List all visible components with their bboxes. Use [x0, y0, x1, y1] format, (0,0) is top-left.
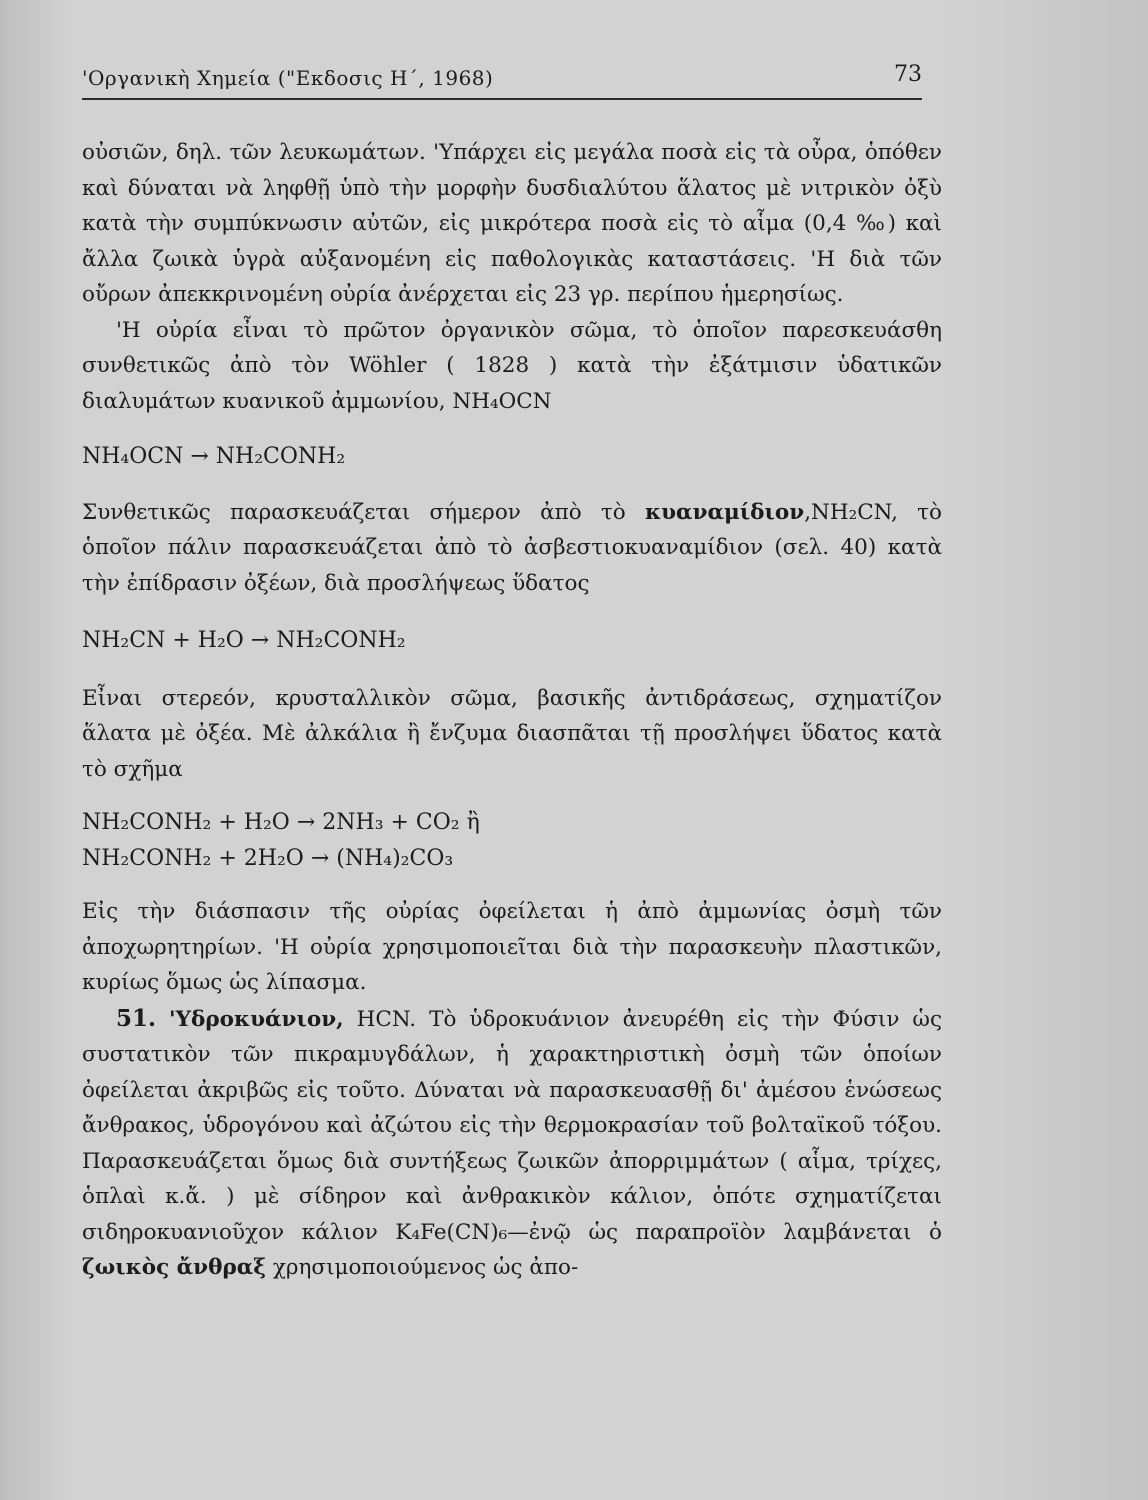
paragraph-cyanamide — [82, 495, 942, 602]
paragraph-cyanamide-text-b: ,NH₂CN, τὸ ὁποῖον πάλιν παρασκευάζεται ἀπὸ τὸ ἀσβεστιοκυαναμίδιον (σελ. 40) κατὰ τὴν ἐπίδρασιν ὀξέων, διὰ προσλήψεως ὕδατος — [82, 499, 943, 596]
paragraph-properties: Εἶναι στερεόν, κρυσταλλικὸν σῶμα, βασικῆς ἀντιδράσεως, σχηματίζον ἅλατα μὲ ὀξέα. Μὲ ἀλκάλια ἢ ἔνζυμα διασπᾶται τῇ προσλήψει ὕδατος κατὰ τὸ σχῆμα — [82, 685, 942, 782]
page-header — [82, 62, 922, 100]
section-text-a: Τὸ ὑδροκυάνιον ἀνευρέθη εἰς τὴν Φύσιν ὡς συστατικὸν τῶν πικραμυγδάλων, ἡ χαρακτηριστικὴ ὀσμὴ τῶν ὁποίων ὀφείλεται ἀκριβῶς εἰς τοῦτο. Δύναται νὰ παρασκευασθῇ δι' ἀμέσου ἑνώσεως ἄνθρακος, ὑδρογόνου καὶ ἀζώτου εἰς τὴν θερμοκρασίαν τοῦ βολταϊκοῦ τόξου. Παρασκευάζεται ὅμως διὰ συντήξεως ζωικῶν ἀπορριμμάτων ( αἷμα, τρίχες, ὁπλαὶ κ.ἄ. ) μὲ σίδηρον καὶ ἀνθρακικὸν κάλιον, ὁπότε σχηματίζεται σιδηροκυανιοῦχον κάλιον K₄Fe(CN)₆—ἐνῷ ὡς παραπροϊὸν λαμβάνεται ὁ — [82, 1006, 942, 1245]
page-body — [82, 135, 942, 1286]
term-animal-charcoal: ζωικὸς ἄνθραξ — [82, 1255, 267, 1280]
equation-hydrolysis-1: NH₂CONH₂ + H₂O → 2NH₃ + CO₂ ἢ — [82, 810, 480, 835]
page-number: 73 — [894, 62, 922, 87]
section-hydrogen-cyanide — [82, 1001, 942, 1286]
term-cyanamide: κυαναμίδιον — [645, 499, 805, 525]
paragraph-decomposition: Εἰς τὴν διάσπασιν τῆς οὐρίας ὀφείλεται ἡ ἀπὸ ἀμμωνίας ὀσμὴ τῶν ἀποχωρητηρίων. 'Η οὐρία χρησιμοποιεῖται διὰ τὴν παρασκευὴν πλαστικῶν, κυρίως ὅμως ὡς λίπασμα. — [82, 899, 942, 995]
paragraph-wohler-synthesis: 'Η οὐρία εἶναι τὸ πρῶτον ὀργανικὸν σῶμα, τὸ ὁποῖον παρεσκευάσθη συνθετικῶς ἀπὸ τὸν Wöhler ( 1828 ) κατὰ τὴν ἐξάτμισιν ὑδατικῶν διαλυμάτων κυανικοῦ ἀμμωνίου, NH₄OCN — [82, 317, 942, 414]
equation-hydrolysis-2: NH₂CONH₂ + 2H₂O → (NH₄)₂CO₃ — [82, 845, 454, 871]
running-title: 'Οργανικὴ Χημεία ("Εκδοσις Η΄, 1968) — [82, 66, 494, 90]
section-text-b: χρησιμοποιούμενος ὡς ἀπο- — [266, 1255, 579, 1280]
equation-cyanamide-hydration: NH₂CN + H₂O → NH₂CONH₂ — [82, 628, 406, 653]
paragraph-cyanamide-text-a: Συνθετικῶς παρασκευάζεται σήμερον ἀπὸ τὸ — [82, 499, 645, 525]
equation-ammonium-cyanate: NH₄OCN → NH₂CONH₂ — [82, 444, 346, 469]
section-formula: HCN. — [343, 1006, 417, 1032]
section-title: 'Υδροκυάνιον, — [169, 1006, 344, 1032]
section-number: 51. — [116, 1004, 157, 1032]
paragraph-albumin-urine: οὐσιῶν, δηλ. τῶν λευκωμάτων. 'Υπάρχει εἰς μεγάλα ποσὰ εἰς τὰ οὖρα, ὁπόθεν καὶ δύναται νὰ ληφθῇ ὑπὸ τὴν μορφὴν δυσδιαλύτου ἅλατος μὲ νιτρικὸν ὀξὺ κατὰ τὴν συμπύκνωσιν αὐτῶν, εἰς μικρότερα ποσὰ εἰς τὸ αἷμα (0,4 ‰) καὶ ἄλλα ζωικὰ ὑγρὰ αὐξανομένη εἰς παθολογικὰς καταστάσεις. 'Η διὰ τῶν οὔρων ἀπεκκρινομένη οὐρία ἀνέρχεται εἰς 23 γρ. περίπου ἡμερησίως. — [82, 140, 942, 307]
